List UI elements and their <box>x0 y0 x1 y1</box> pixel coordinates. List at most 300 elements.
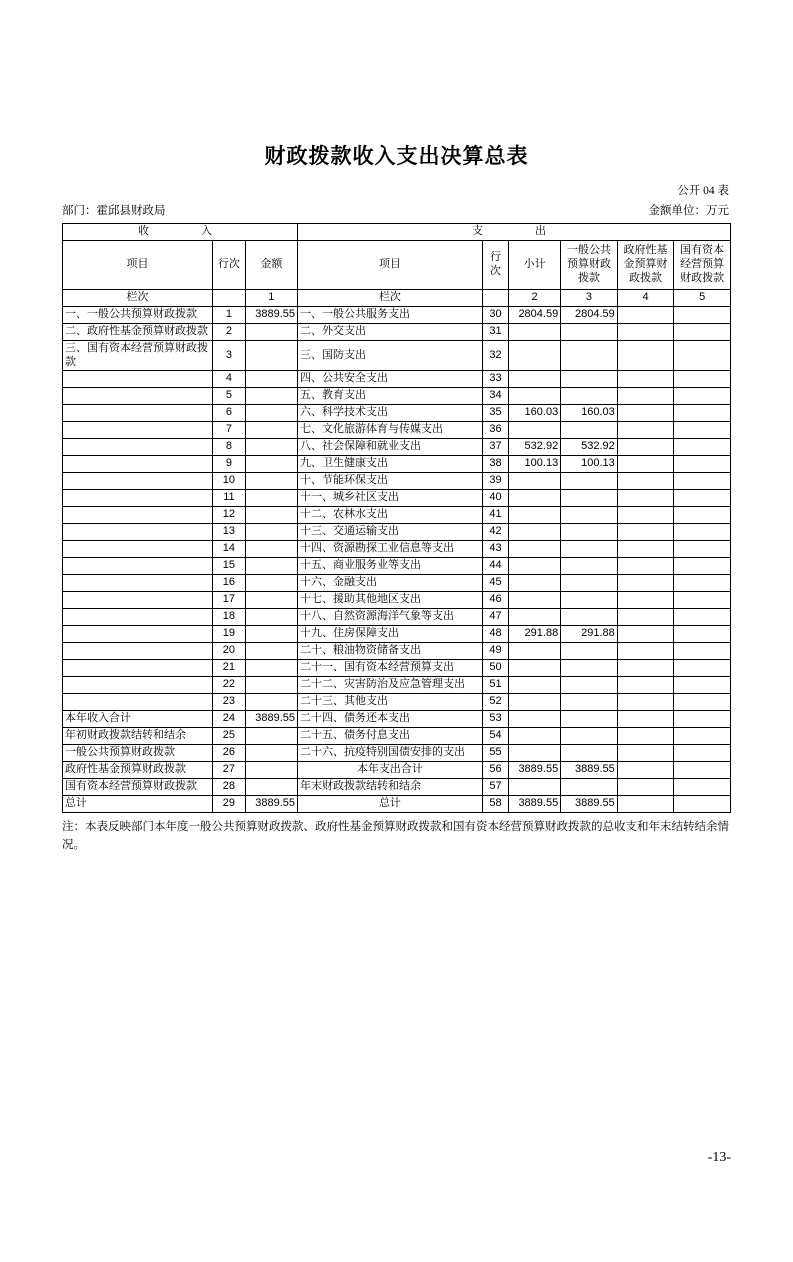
gov-fund-cell <box>617 323 674 340</box>
state-capital-cell <box>674 371 731 388</box>
gov-fund-cell <box>617 677 674 694</box>
general-public-cell: 291.88 <box>561 626 618 643</box>
gov-fund-cell <box>617 745 674 762</box>
table-row <box>63 371 731 388</box>
income-line-cell: 24 <box>213 711 246 728</box>
subtotal-cell <box>509 779 561 796</box>
table-row <box>63 711 731 728</box>
income-line-cell: 17 <box>213 592 246 609</box>
income-line-cell: 3 <box>213 340 246 371</box>
colnum-2: 2 <box>509 289 561 306</box>
table-row <box>63 728 731 745</box>
income-amount-cell <box>245 609 297 626</box>
general-public-cell <box>561 677 618 694</box>
expense-line-cell: 31 <box>482 323 508 340</box>
state-capital-cell <box>674 592 731 609</box>
state-capital-cell <box>674 405 731 422</box>
income-amount-cell <box>245 660 297 677</box>
expense-line-cell: 43 <box>482 541 508 558</box>
colnum-4: 4 <box>617 289 674 306</box>
expense-line-cell: 34 <box>482 388 508 405</box>
general-public-cell <box>561 323 618 340</box>
header-expense-line: 行次 <box>482 240 508 289</box>
state-capital-cell <box>674 422 731 439</box>
income-line-cell: 9 <box>213 456 246 473</box>
form-code-row <box>62 182 731 198</box>
table-row <box>63 524 731 541</box>
gov-fund-cell <box>617 371 674 388</box>
state-capital-cell <box>674 558 731 575</box>
expense-item-cell: 总计 <box>297 796 482 813</box>
expense-item-cell: 十七、援助其他地区支出 <box>297 592 482 609</box>
expense-item-cell: 十三、交通运输支出 <box>297 524 482 541</box>
expense-item-cell: 十五、商业服务业等支出 <box>297 558 482 575</box>
gov-fund-cell <box>617 507 674 524</box>
page-title: 财政拨款收入支出决算总表 <box>264 145 529 168</box>
expense-line-cell: 56 <box>482 762 508 779</box>
label-col-income: 栏次 <box>63 289 213 306</box>
general-public-cell <box>561 371 618 388</box>
table-row <box>63 745 731 762</box>
expense-line-cell: 33 <box>482 371 508 388</box>
form-code: 公开 04 表 <box>677 185 729 197</box>
general-public-cell <box>561 609 618 626</box>
expense-line-cell: 51 <box>482 677 508 694</box>
income-amount-cell <box>245 558 297 575</box>
header-income-line: 行次 <box>213 240 246 289</box>
expense-item-cell: 一、一般公共服务支出 <box>297 306 482 323</box>
header-income-amount: 金额 <box>245 240 297 289</box>
income-line-cell: 19 <box>213 626 246 643</box>
income-item-cell <box>63 694 213 711</box>
subtotal-cell <box>509 643 561 660</box>
subtotal-cell: 291.88 <box>509 626 561 643</box>
subtotal-cell <box>509 473 561 490</box>
state-capital-cell <box>674 745 731 762</box>
expense-item-cell: 二十四、债务还本支出 <box>297 711 482 728</box>
state-capital-cell <box>674 323 731 340</box>
header-subtotal: 小计 <box>509 240 561 289</box>
gov-fund-cell <box>617 592 674 609</box>
state-capital-cell <box>674 762 731 779</box>
expense-item-cell: 十六、金融支出 <box>297 575 482 592</box>
gov-fund-cell <box>617 541 674 558</box>
income-item-cell <box>63 643 213 660</box>
subtotal-cell <box>509 388 561 405</box>
income-item-cell: 三、国有资本经营预算财政拨款 <box>63 340 213 371</box>
general-public-cell: 3889.55 <box>561 762 618 779</box>
income-item-cell <box>63 422 213 439</box>
income-item-cell: 一般公共预算财政拨款 <box>63 745 213 762</box>
label-col-expense: 栏次 <box>297 289 482 306</box>
income-line-cell: 6 <box>213 405 246 422</box>
expense-item-cell: 二、外交支出 <box>297 323 482 340</box>
general-public-cell <box>561 422 618 439</box>
state-capital-cell <box>674 439 731 456</box>
subtotal-cell <box>509 340 561 371</box>
general-public-cell <box>561 745 618 762</box>
income-item-cell <box>63 490 213 507</box>
subtotal-cell <box>509 677 561 694</box>
general-public-cell <box>561 541 618 558</box>
gov-fund-cell <box>617 490 674 507</box>
income-amount-cell: 3889.55 <box>245 306 297 323</box>
income-amount-cell <box>245 694 297 711</box>
subtotal-cell: 160.03 <box>509 405 561 422</box>
state-capital-cell <box>674 796 731 813</box>
subtotal-cell <box>509 323 561 340</box>
budget-table <box>62 223 731 813</box>
income-item-cell <box>63 439 213 456</box>
table-row <box>63 677 731 694</box>
colnum-5: 5 <box>674 289 731 306</box>
income-item-cell <box>63 626 213 643</box>
gov-fund-cell <box>617 306 674 323</box>
expense-line-cell: 48 <box>482 626 508 643</box>
state-capital-cell <box>674 643 731 660</box>
expense-line-cell: 32 <box>482 340 508 371</box>
state-capital-cell <box>674 779 731 796</box>
expense-line-cell: 37 <box>482 439 508 456</box>
income-item-cell <box>63 541 213 558</box>
subtotal-cell <box>509 575 561 592</box>
income-line-cell: 2 <box>213 323 246 340</box>
income-amount-cell <box>245 507 297 524</box>
income-amount-cell <box>245 456 297 473</box>
table-row <box>63 340 731 371</box>
general-public-cell <box>561 643 618 660</box>
table-row <box>63 405 731 422</box>
state-capital-cell <box>674 340 731 371</box>
expense-line-cell: 57 <box>482 779 508 796</box>
gov-fund-cell <box>617 422 674 439</box>
table-body <box>63 306 731 813</box>
expense-line-cell: 47 <box>482 609 508 626</box>
income-line-cell: 21 <box>213 660 246 677</box>
state-capital-cell <box>674 677 731 694</box>
income-amount-cell <box>245 490 297 507</box>
state-capital-cell <box>674 609 731 626</box>
table-row <box>63 592 731 609</box>
general-public-cell <box>561 490 618 507</box>
expense-item-cell: 二十六、抗疫特别国债安排的支出 <box>297 745 482 762</box>
subtotal-cell <box>509 660 561 677</box>
colnum-3: 3 <box>561 289 618 306</box>
subtotal-cell <box>509 541 561 558</box>
expense-line-cell: 45 <box>482 575 508 592</box>
general-public-cell <box>561 711 618 728</box>
income-item-cell: 一、一般公共预算财政拨款 <box>63 306 213 323</box>
income-amount-cell <box>245 524 297 541</box>
header-gov-fund: 政府性基金预算财政拨款 <box>617 240 674 289</box>
income-amount-cell <box>245 728 297 745</box>
table-row <box>63 779 731 796</box>
table-row <box>63 507 731 524</box>
expense-item-cell: 十九、住房保障支出 <box>297 626 482 643</box>
subtotal-cell: 532.92 <box>509 439 561 456</box>
state-capital-cell <box>674 524 731 541</box>
expense-group-header: 支 出 <box>297 224 730 241</box>
gov-fund-cell <box>617 728 674 745</box>
department-label: 部门：霍邱县财政局 <box>62 205 166 217</box>
expense-line-cell: 55 <box>482 745 508 762</box>
state-capital-cell <box>674 694 731 711</box>
expense-item-cell: 十四、资源勘探工业信息等支出 <box>297 541 482 558</box>
subtotal-cell: 3889.55 <box>509 796 561 813</box>
state-capital-cell <box>674 507 731 524</box>
income-amount-cell <box>245 323 297 340</box>
expense-line-cell: 30 <box>482 306 508 323</box>
income-item-cell <box>63 473 213 490</box>
income-amount-cell <box>245 762 297 779</box>
header-general-public: 一般公共预算财政拨款 <box>561 240 618 289</box>
general-public-cell <box>561 728 618 745</box>
income-item-cell <box>63 456 213 473</box>
income-amount-cell <box>245 779 297 796</box>
expense-line-cell: 52 <box>482 694 508 711</box>
gov-fund-cell <box>617 762 674 779</box>
subtotal-cell <box>509 609 561 626</box>
table-column-number-row <box>63 289 731 306</box>
table-row <box>63 796 731 813</box>
income-amount-cell <box>245 541 297 558</box>
gov-fund-cell <box>617 609 674 626</box>
income-amount-cell <box>245 388 297 405</box>
income-item-cell: 政府性基金预算财政拨款 <box>63 762 213 779</box>
table-row <box>63 541 731 558</box>
header-state-capital: 国有资本经营预算财政拨款 <box>674 240 731 289</box>
expense-item-cell: 六、科学技术支出 <box>297 405 482 422</box>
general-public-cell <box>561 507 618 524</box>
subtotal-cell <box>509 694 561 711</box>
general-public-cell <box>561 388 618 405</box>
income-item-cell: 国有资本经营预算财政拨款 <box>63 779 213 796</box>
general-public-cell <box>561 694 618 711</box>
table-column-header-row <box>63 240 731 289</box>
income-item-cell: 本年收入合计 <box>63 711 213 728</box>
general-public-cell <box>561 558 618 575</box>
income-line-cell: 14 <box>213 541 246 558</box>
income-item-cell <box>63 524 213 541</box>
expense-item-cell: 二十、粮油物资储备支出 <box>297 643 482 660</box>
subtotal-cell <box>509 728 561 745</box>
header-income-item: 项目 <box>63 240 213 289</box>
general-public-cell <box>561 592 618 609</box>
income-line-cell: 8 <box>213 439 246 456</box>
general-public-cell: 3889.55 <box>561 796 618 813</box>
expense-line-cell: 39 <box>482 473 508 490</box>
income-amount-cell <box>245 439 297 456</box>
income-line-cell: 12 <box>213 507 246 524</box>
state-capital-cell <box>674 490 731 507</box>
income-amount-cell <box>245 340 297 371</box>
empty-cell <box>482 289 508 306</box>
income-line-cell: 27 <box>213 762 246 779</box>
expense-item-cell: 九、卫生健康支出 <box>297 456 482 473</box>
subtotal-cell <box>509 745 561 762</box>
gov-fund-cell <box>617 456 674 473</box>
expense-item-cell: 二十五、债务付息支出 <box>297 728 482 745</box>
expense-item-cell: 年末财政拨款结转和结余 <box>297 779 482 796</box>
state-capital-cell <box>674 660 731 677</box>
expense-line-cell: 35 <box>482 405 508 422</box>
expense-line-cell: 42 <box>482 524 508 541</box>
gov-fund-cell <box>617 340 674 371</box>
table-row <box>63 422 731 439</box>
subtotal-cell <box>509 507 561 524</box>
income-line-cell: 7 <box>213 422 246 439</box>
page-number: -13- <box>707 1150 731 1165</box>
income-line-cell: 20 <box>213 643 246 660</box>
income-line-cell: 18 <box>213 609 246 626</box>
income-amount-cell <box>245 592 297 609</box>
gov-fund-cell <box>617 439 674 456</box>
income-line-cell: 29 <box>213 796 246 813</box>
table-row <box>63 558 731 575</box>
expense-item-cell: 三、国防支出 <box>297 340 482 371</box>
expense-item-cell: 本年支出合计 <box>297 762 482 779</box>
income-amount-cell: 3889.55 <box>245 796 297 813</box>
table-row <box>63 490 731 507</box>
expense-item-cell: 七、文化旅游体育与传媒支出 <box>297 422 482 439</box>
unit-label: 金额单位：万元 <box>648 205 729 217</box>
expense-line-cell: 49 <box>482 643 508 660</box>
expense-line-cell: 58 <box>482 796 508 813</box>
gov-fund-cell <box>617 711 674 728</box>
expense-item-cell: 五、教育支出 <box>297 388 482 405</box>
state-capital-cell <box>674 541 731 558</box>
expense-line-cell: 38 <box>482 456 508 473</box>
table-row <box>63 609 731 626</box>
income-amount-cell <box>245 575 297 592</box>
table-row <box>63 456 731 473</box>
expense-item-cell: 十二、农林水支出 <box>297 507 482 524</box>
income-amount-cell: 3889.55 <box>245 711 297 728</box>
income-line-cell: 1 <box>213 306 246 323</box>
expense-line-cell: 40 <box>482 490 508 507</box>
subtotal-cell <box>509 558 561 575</box>
gov-fund-cell <box>617 388 674 405</box>
colnum-1: 1 <box>245 289 297 306</box>
expense-item-cell: 二十二、灾害防治及应急管理支出 <box>297 677 482 694</box>
subtotal-cell: 100.13 <box>509 456 561 473</box>
expense-item-cell: 四、公共安全支出 <box>297 371 482 388</box>
gov-fund-cell <box>617 575 674 592</box>
income-line-cell: 22 <box>213 677 246 694</box>
income-line-cell: 5 <box>213 388 246 405</box>
state-capital-cell <box>674 306 731 323</box>
general-public-cell <box>561 779 618 796</box>
table-row <box>63 575 731 592</box>
income-amount-cell <box>245 745 297 762</box>
state-capital-cell <box>674 728 731 745</box>
expense-item-cell: 八、社会保障和就业支出 <box>297 439 482 456</box>
expense-line-cell: 41 <box>482 507 508 524</box>
general-public-cell <box>561 524 618 541</box>
general-public-cell <box>561 340 618 371</box>
income-line-cell: 11 <box>213 490 246 507</box>
income-amount-cell <box>245 405 297 422</box>
gov-fund-cell <box>617 558 674 575</box>
income-item-cell: 年初财政拨款结转和结余 <box>63 728 213 745</box>
state-capital-cell <box>674 388 731 405</box>
expense-line-cell: 44 <box>482 558 508 575</box>
income-line-cell: 10 <box>213 473 246 490</box>
expense-line-cell: 36 <box>482 422 508 439</box>
state-capital-cell <box>674 626 731 643</box>
table-row <box>63 660 731 677</box>
table-note: 注：本表反映部门本年度一般公共预算财政拨款、政府性基金预算财政拨款和国有资本经营预算财政拨款的总收支和年末结转结余情况。 <box>62 821 729 851</box>
table-row <box>63 323 731 340</box>
income-item-cell <box>63 677 213 694</box>
expense-line-cell: 50 <box>482 660 508 677</box>
subtotal-cell <box>509 711 561 728</box>
income-line-cell: 13 <box>213 524 246 541</box>
general-public-cell: 100.13 <box>561 456 618 473</box>
header-expense-item: 项目 <box>297 240 482 289</box>
income-amount-cell <box>245 371 297 388</box>
expense-item-cell: 十一、城乡社区支出 <box>297 490 482 507</box>
table-row <box>63 626 731 643</box>
table-row <box>63 473 731 490</box>
income-line-cell: 16 <box>213 575 246 592</box>
gov-fund-cell <box>617 694 674 711</box>
state-capital-cell <box>674 575 731 592</box>
income-item-cell: 总计 <box>63 796 213 813</box>
general-public-cell <box>561 575 618 592</box>
income-item-cell <box>63 592 213 609</box>
state-capital-cell <box>674 473 731 490</box>
expense-line-cell: 54 <box>482 728 508 745</box>
meta-row <box>62 202 731 218</box>
gov-fund-cell <box>617 643 674 660</box>
document-page <box>0 140 793 1262</box>
income-item-cell <box>63 507 213 524</box>
table-row <box>63 694 731 711</box>
income-item-cell <box>63 609 213 626</box>
general-public-cell <box>561 660 618 677</box>
table-row <box>63 306 731 323</box>
income-amount-cell <box>245 626 297 643</box>
subtotal-cell <box>509 422 561 439</box>
subtotal-cell <box>509 524 561 541</box>
general-public-cell: 532.92 <box>561 439 618 456</box>
gov-fund-cell <box>617 405 674 422</box>
income-item-cell <box>63 575 213 592</box>
table-row <box>63 762 731 779</box>
general-public-cell: 2804.59 <box>561 306 618 323</box>
income-line-cell: 15 <box>213 558 246 575</box>
gov-fund-cell <box>617 473 674 490</box>
income-amount-cell <box>245 677 297 694</box>
income-group-header: 收 入 <box>63 224 298 241</box>
income-line-cell: 23 <box>213 694 246 711</box>
subtotal-cell: 2804.59 <box>509 306 561 323</box>
income-line-cell: 26 <box>213 745 246 762</box>
gov-fund-cell <box>617 779 674 796</box>
gov-fund-cell <box>617 796 674 813</box>
income-line-cell: 28 <box>213 779 246 796</box>
income-amount-cell <box>245 473 297 490</box>
income-amount-cell <box>245 422 297 439</box>
expense-item-cell: 二十一、国有资本经营预算支出 <box>297 660 482 677</box>
gov-fund-cell <box>617 660 674 677</box>
income-item-cell <box>63 660 213 677</box>
income-line-cell: 25 <box>213 728 246 745</box>
empty-cell <box>213 289 246 306</box>
gov-fund-cell <box>617 524 674 541</box>
gov-fund-cell <box>617 626 674 643</box>
